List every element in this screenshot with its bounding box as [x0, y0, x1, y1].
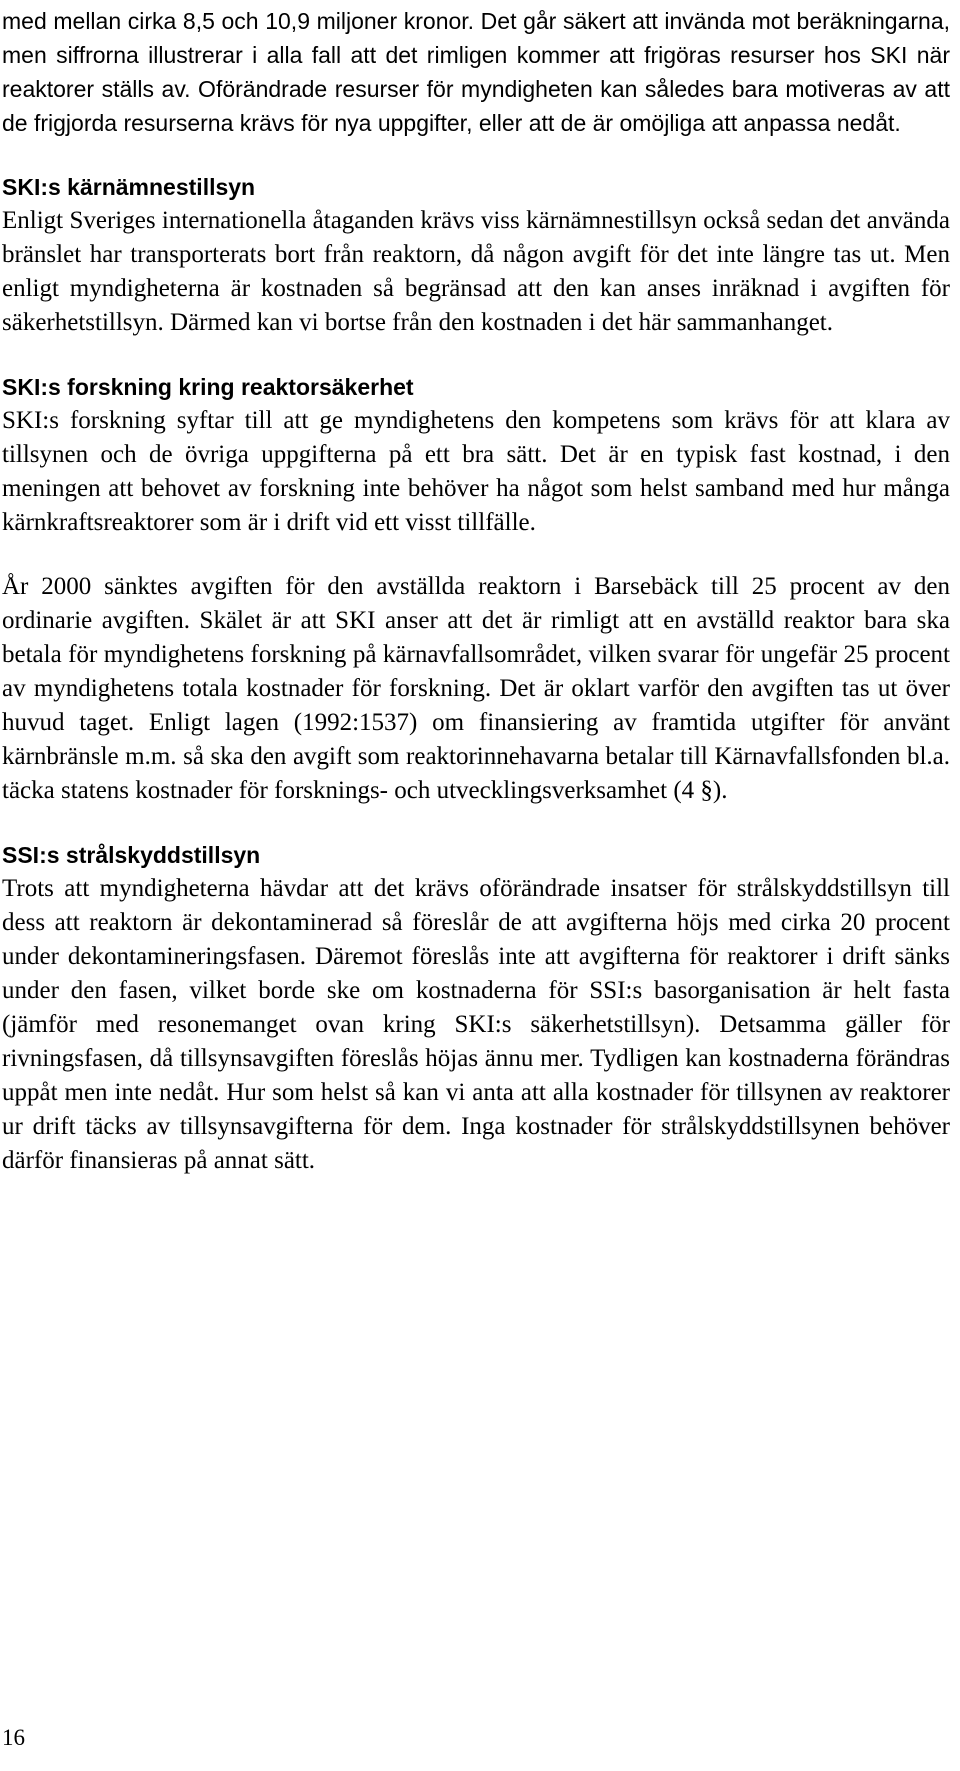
intro-paragraph: med mellan cirka 8,5 och 10,9 miljoner kronor. Det går säkert att invända mot beräkningarna, men siffrorna illustrerar i alla fall att det rimligen kommer att frigöras resurser hos SKI när reaktorer ställs av. Oförändrade resurser för myndigheten kan således bara motiveras av att de frigjorda resurserna krävs för nya uppgifter, eller att de är omöjliga att anpassa nedåt. — [2, 8, 950, 136]
page-content — [2, 4, 950, 1178]
section-paragraph: SKI:s forskning syftar till att ge myndighetens den kompetens som krävs för att klara av tillsynen och de övriga uppgifterna på ett bra sätt. Det är en typisk fast kostnad, i den meningen att behovet av forskning inte behöver ha något som helst samband med hur många kärnkraftsreaktorer som är i drift vid ett visst tillfälle. — [2, 407, 950, 536]
page-number: 16 — [2, 1725, 25, 1750]
section-paragraph: Enligt Sveriges internationella åtaganden krävs viss kärnämnestillsyn också sedan det använda bränslet har transporterats bort från reaktorn, då någon avgift för det inte längre tas ut. Men enligt myndigheterna är kostnaden så begränsad att den kan anses inräknad i avgiften för säkerhetstillsyn. Därmed kan vi bortse från den kostnaden i det här sammanhanget. — [2, 207, 950, 336]
section-heading-stralskyddstillsyn: SSI:s strålskyddstillsyn — [2, 842, 261, 868]
section-heading-karnamnestillsyn: SKI:s kärnämnestillsyn — [2, 174, 256, 200]
section-heading-forskning: SKI:s forskning kring reaktorsäkerhet — [2, 374, 414, 400]
section-paragraph: Trots att myndigheterna hävdar att det krävs oförändrade insatser för strålskyddstillsyn till dess att reaktorn är dekontaminerad så föreslår de att avgifterna höjs med cirka 20 procent under dekontamineringsfasen. Däremot föreslås inte att avgifterna för reaktorer i drift sänks under den fasen, vilket borde ske om kostnaderna för SSI:s basorganisation är helt fasta (jämför med resonemanget ovan kring SKI:s säkerhetstillsyn). Detsamma gäller för rivningsfasen, då tillsynsavgiften föreslås höjas ännu mer. Tydligen kan kostnaderna förändras uppåt men inte nedåt. Hur som helst så kan vi anta att alla kostnader för tillsynen av reaktorer ur drift täcks av tillsynsavgifterna för dem. Inga kostnader för strålskyddstillsynen behöver därför finansieras på annat sätt. — [2, 875, 950, 1174]
section-paragraph: År 2000 sänktes avgiften för den avställda reaktorn i Barsebäck till 25 procent av den ordinarie avgiften. Skälet är att SKI anser att det är rimligt att en avställd reaktor bara ska betala för myndighetens forskning på kärnavfallsområdet, vilken svarar för ungefär 25 procent av myndighetens totala kostnader för forskning. Det är oklart varför den avgiften tas ut över huvud taget. Enligt lagen (1992:1537) om finansiering av framtida utgifter för använt kärnbränsle m.m. så ska den avgift som reaktorinnehavarna betalar till Kärnavfallsfonden bl.a. täcka statens kostnader för forsknings- och utvecklingsverksamhet (4 §). — [2, 573, 950, 804]
